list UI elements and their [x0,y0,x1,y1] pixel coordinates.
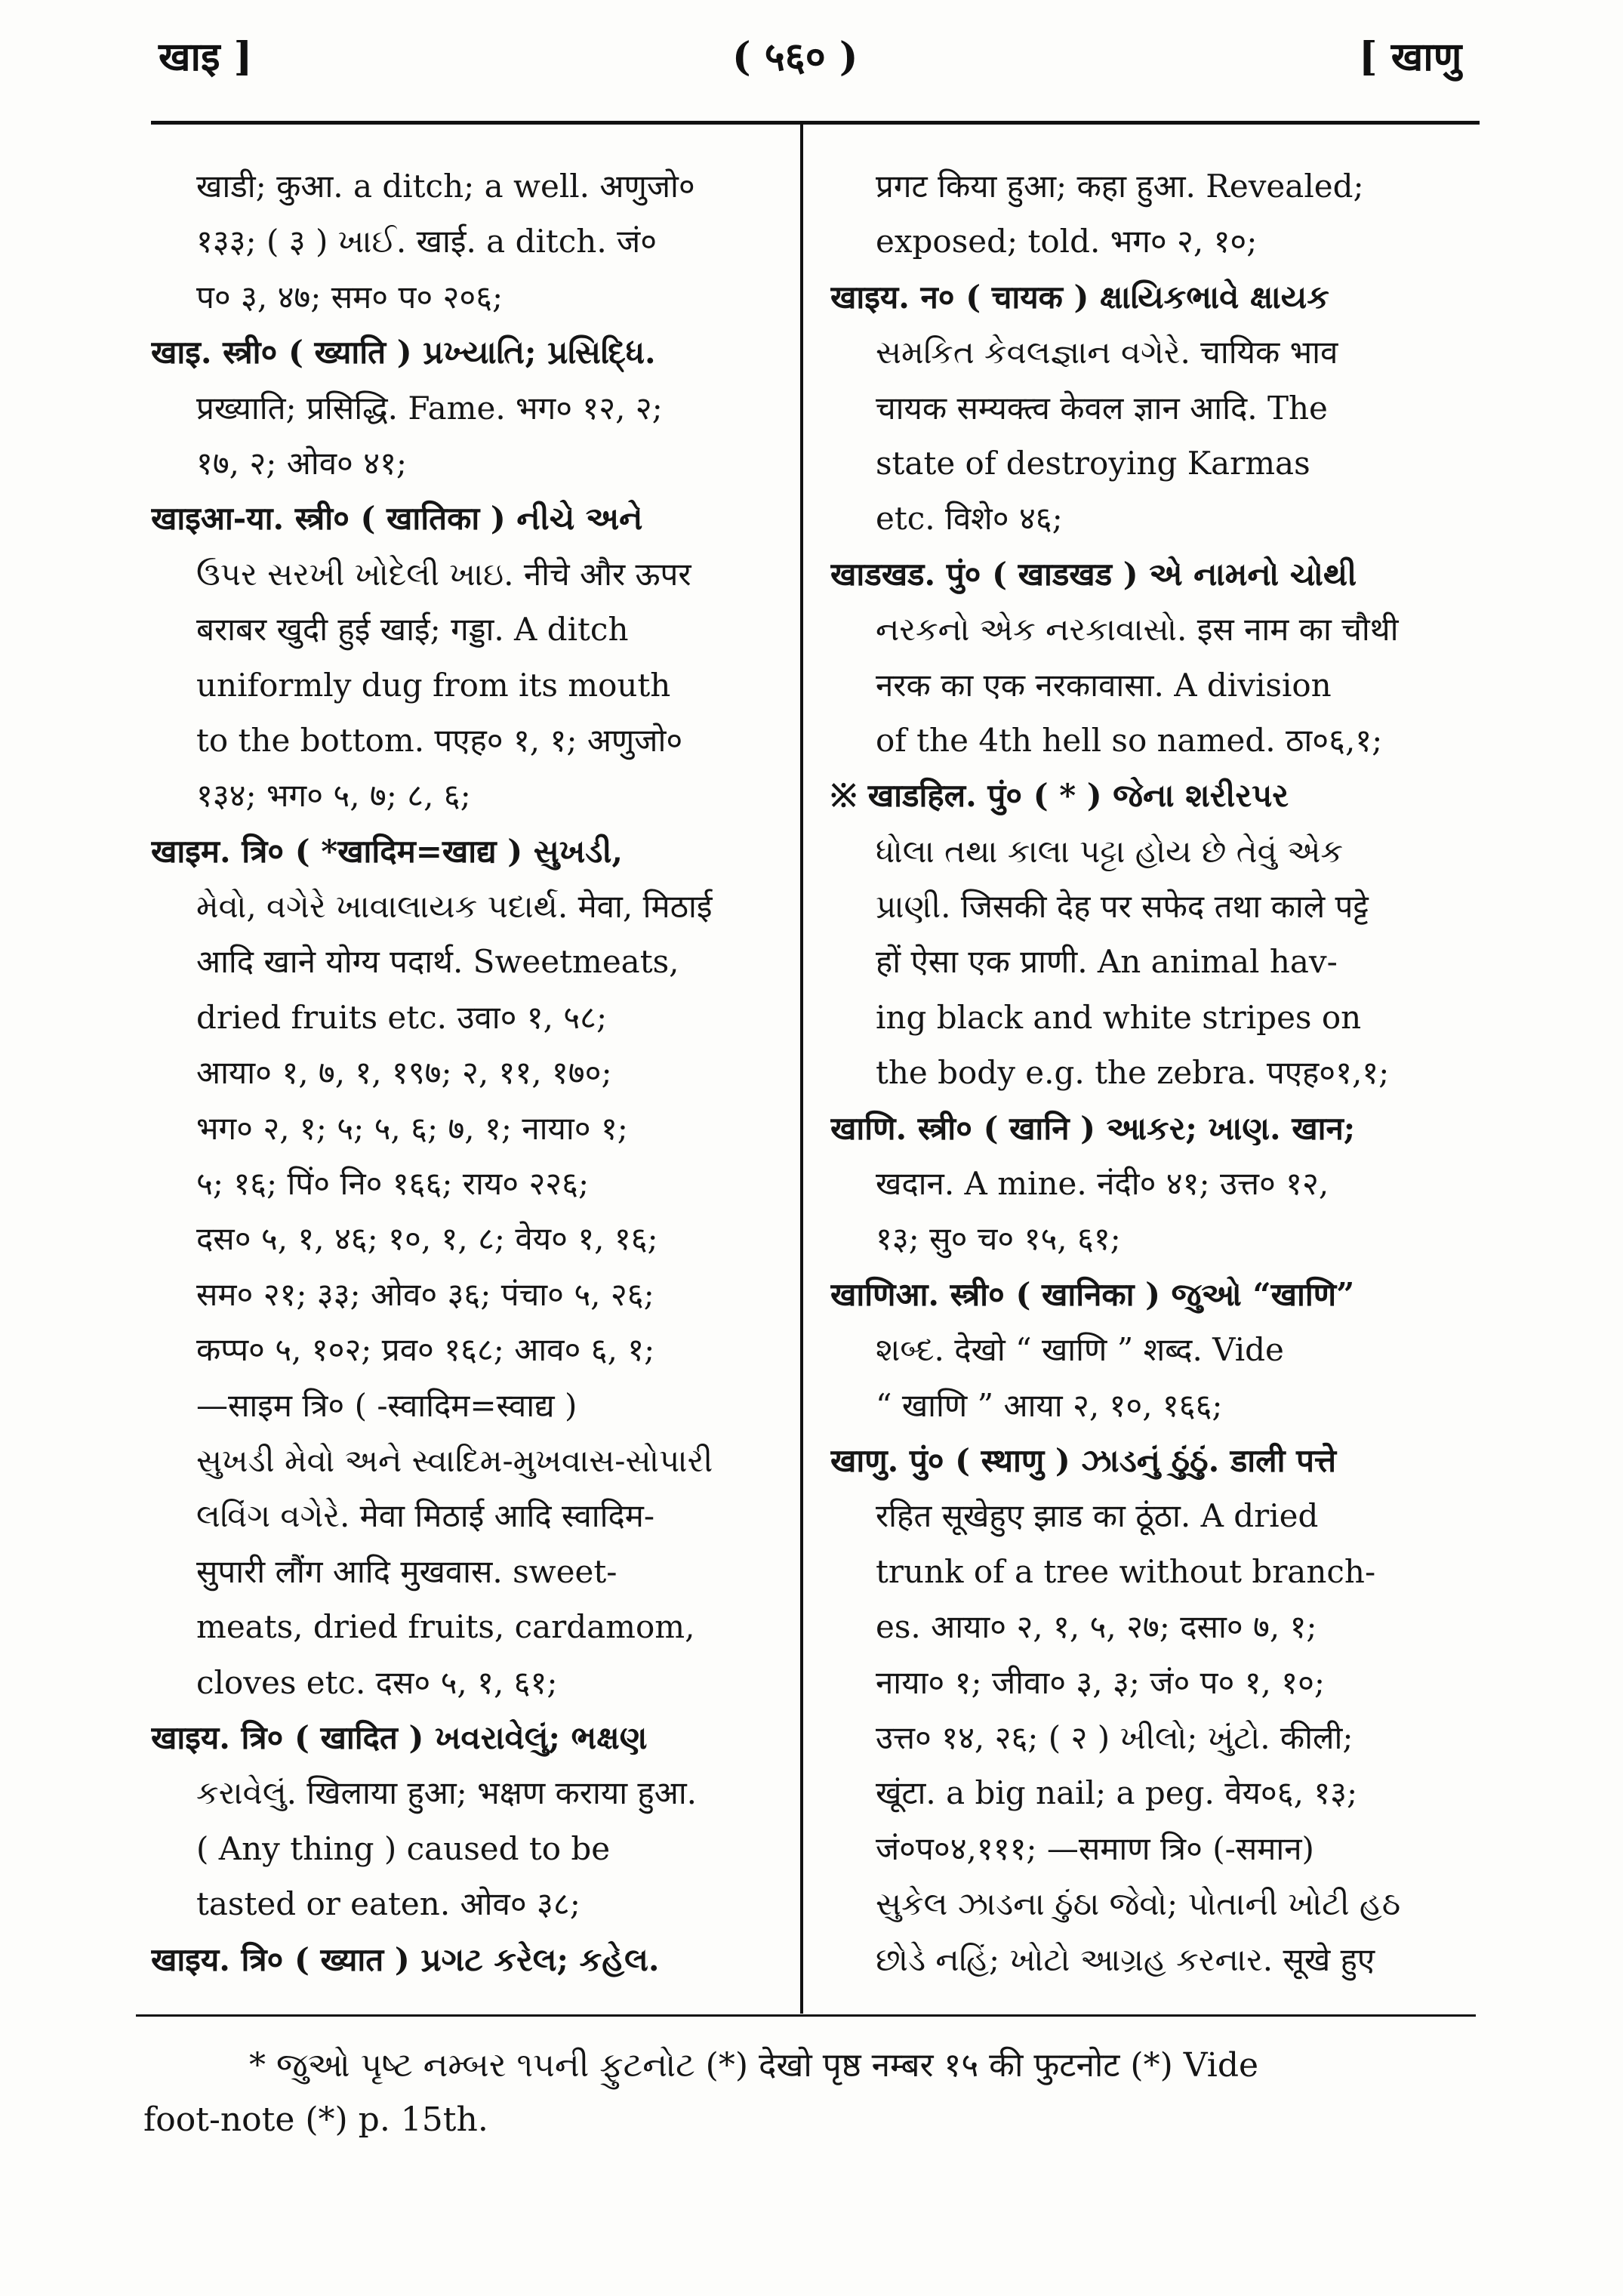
entry-line: आदि खाने योग्य पदार्थ. Sweetmeats, [196,943,679,981]
entry-line: છોડે નહિં; ખોટો આગ્રહ કરનાર. सूखे हुए [876,1940,1375,1978]
entry-headword-line: खाणु. पुं० ( स्थाणु ) ઝાડનું ઠુંઠું. डाली पत्ते [830,1441,1337,1479]
entry-line: ५; १६; पिं० नि० १६६; राय० २२६; [196,1165,590,1203]
entry-line: ( Any thing ) caused to be [196,1829,611,1867]
entry-line: the body e.g. the zebra. पएह०१,१; [876,1054,1390,1092]
entry-line: खूंटा. a big nail; a peg. वेय०६, १३; [876,1774,1358,1812]
entry-line: आया० १, ७, १, १९७; २, ११, १७०; [196,1054,612,1092]
footnote-rule [136,2014,1476,2017]
entry-line: મેવો, વગેરે ખાવાલાયક પદાર્થ. मेवा, मिठाई [196,888,713,926]
entry-line: to the bottom. पएह० १, १; अणुजो० [196,721,683,759]
entry-line: ઉપર સરખી ખોદેલી ખાઇ. नीचे और ऊपर [196,555,691,593]
entry-headword-line: खाइआ-या. स्त्री० ( खातिका ) નીચે અને [151,500,643,538]
entry-line: cloves etc. दस० ५, १, ६१; [196,1663,558,1701]
entry-headword-line: खाडखड. पुं० ( खाडखड ) એ નામનો ચોથી [830,555,1357,593]
entry-line: es. आया० २, १, ५, २७; दसा० ७, १; [876,1608,1317,1646]
entry-line: उत्त० १४, २६; ( २ ) ખીલો; ખુંટો. कीली; [876,1718,1354,1756]
entry-line: हों ऐसा एक प्राणी. An animal hav- [876,943,1338,981]
entry-line: नाया० १; जीवा० ३, ३; जं० प० १, १०; [876,1663,1326,1701]
entry-headword-line: खाणिआ. स्त्री० ( खानिका ) જુઓ “खाणि” [830,1275,1355,1313]
entry-line: પ્રાણી. जिसकी देह पर सफेद तथा काले पट्टे [876,888,1369,926]
entry-headword-line: खाणि. स्त्री० ( खानि ) આકર; ખાણ. खान; [830,1109,1356,1147]
entry-line: दस० ५, १, ४६; १०, १, ८; वेय० १, १६; [196,1220,658,1258]
right-column [830,159,1480,1987]
entry-line: १३; सु० च० १५, ६१; [876,1220,1121,1258]
entry-line: खाडी; कुआ. a ditch; a well. अणुजो० [196,168,695,205]
entry-line: કરાવેલું. खिलाया हुआ; भक्षण कराया हुआ. [196,1774,698,1812]
entry-line: uniformly dug from its mouth [196,666,671,704]
entry-headword-line: खाइय. त्रि० ( खादित ) ખવરાવેલું; ભક્ષણ [151,1718,648,1756]
entry-headword-line: खाइय. न० ( चायक ) ક્ષાયિકભાવે ક્ષાયક [830,278,1329,316]
footnote-line-1: * જુઓ પૃષ્ટ નમ્બર ૧૫ની ફુટનોટ (*) देखो पृष्ठ नम्बर १५ की फुटनोट (*) Vide [249,2046,1259,2085]
entry-line: tasted or eaten. ओव० ३८; [196,1885,581,1923]
entry-line: खदान. A mine. नंदी० ४१; उत्त० १२, [876,1165,1329,1203]
entry-line: कप्प० ५, १०२; प्रव० १६८; आव० ६, १; [196,1331,655,1369]
entry-headword-line: खाइम. त्रि० ( *खादिम=खाद्य ) સુખડી, [151,832,623,870]
entry-headword-line: खाइय. त्रि० ( ख्यात ) પ્રગટ કરેલ; કહેલ. [151,1940,660,1978]
entry-line: ધોલા તથા કાલા પટ્ટા હોય છે તેવું એક [876,832,1344,870]
entry-line: સુખડી મેવો અને સ્વાદિમ-મુખવાસ-સોપારી [196,1441,713,1479]
entry-line: चायक सम्यक्त्व केवल ज्ञान आदि. The [876,389,1328,427]
entry-line: નરકનો એક નરકાવાસો. इस नाम का चौथी [876,611,1399,649]
entry-line: प्रगट किया हुआ; कहा हुआ. Revealed; [876,168,1364,205]
entry-line: —साइम त्रि० ( -स्वादिम=स्वाद्य ) [196,1386,577,1424]
entry-line: ing black and white stripes on [876,998,1362,1036]
entry-line: रहित सूखेहुए झाड का ठूंठा. A dried [876,1497,1319,1535]
entry-line: of the 4th hell so named. ठा०६,१; [876,721,1383,759]
entry-line: સુકેલ ઝાડના ઠુંઠા જેવો; પોતાની ખોટી હઠ [876,1885,1401,1923]
entry-line: લવિંગ વગેરે. मेवा मिठाई आदि स्वादिम- [196,1497,655,1535]
header-left-guideword: खाइ ] [159,34,253,80]
entry-line: सम० २१; ३३; ओव० ३६; पंचा० ५, २६; [196,1275,654,1313]
page-number: ( ५६० ) [732,34,858,80]
entry-line: १७, २; ओव० ४१; [196,444,408,482]
entry-line: “ खाणि ” आया २, १०, १६६; [876,1386,1223,1424]
entry-line: exposed; told. भग० २, १०; [876,223,1258,260]
footnote [143,2039,1480,2147]
entry-line: जं०प०४,१११; —समाण त्रि० (-समान) [876,1829,1314,1867]
entry-line: १३४; भग० ५, ७; ८, ६; [196,777,471,815]
entry-line: नरक का एक नरकावासा. A division [876,666,1332,704]
entry-line: dried fruits etc. उवा० १, ५८; [196,998,608,1036]
entry-line: શબ્દ. देखो “ खाणि ” शब्द. Vide [876,1331,1284,1369]
entry-line: प्रख्याति; प्रसिद्धि. Fame. भग० १२, २; [196,389,663,427]
entry-line: भग० २, १; ५; ५, ६; ७, १; नाया० १; [196,1109,628,1147]
entry-line: meats, dried fruits, cardamom, [196,1608,695,1646]
entry-headword-line: खाइ. स्त्री० ( ख्याति ) પ્રખ્યાતિ; પ્રસિદ્ધિ. [151,334,656,371]
footnote-line-2: foot-note (*) p. 15th. [143,2100,488,2139]
entry-line: trunk of a tree without branch- [876,1552,1376,1590]
entry-line: बराबर खुदी हुई खाई; गड्डा. A ditch [196,611,629,649]
top-rule [151,121,1480,125]
entry-line: etc. विशे० ४६; [876,500,1063,538]
header-right-guideword: [ खाणु [1359,34,1462,80]
entry-line: state of destroying Karmas [876,444,1310,482]
entry-line: प० ३, ४७; सम० प० २०६; [196,278,504,316]
column-divider [800,125,803,2014]
entry-headword-line: ※ खाडहिल. पुं० ( * ) જેના શરીરપર [830,777,1289,815]
entry-line: सुपारी लौंग आदि मुखवास. sweet- [196,1552,617,1590]
entry-line: સમકિત કેવલજ્ઞાન વગેરે. चायिक भाव [876,334,1338,371]
entry-line: १३३; ( ३ ) ખાઈ. खाई. a ditch. जं० [196,223,658,260]
left-column [151,159,778,1987]
